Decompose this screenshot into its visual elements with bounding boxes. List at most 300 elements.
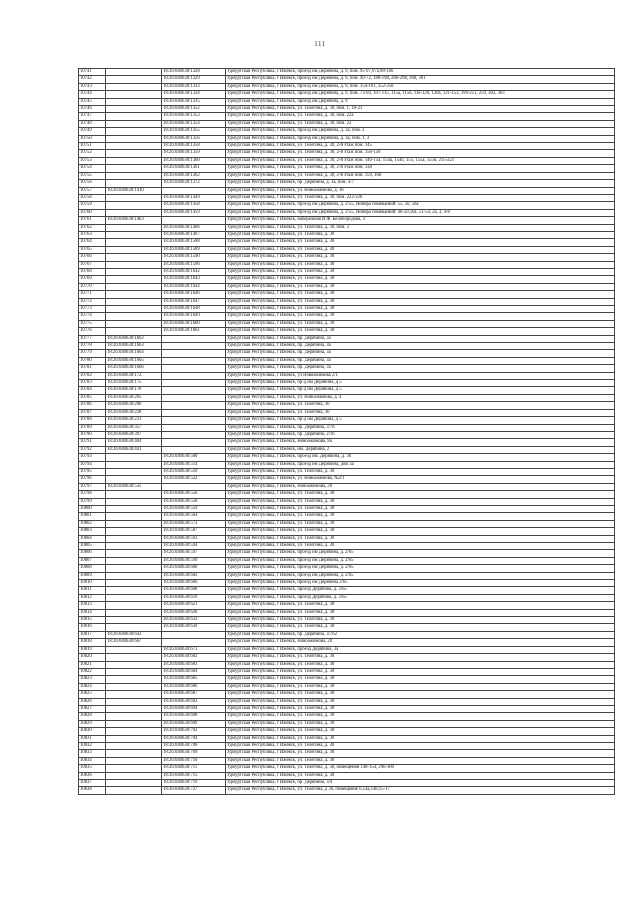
address-cell: Удмуртская Республика, г Ижевск, проезд Дерябина, д. 2/65 — [226, 587, 615, 594]
premises-number-cell: 18:26:040630:1353 — [162, 113, 226, 120]
address-cell: Удмуртская Республика, г Ижевск, ул. Телегина, д. 30 — [226, 543, 615, 550]
table-row — [79, 505, 615, 512]
cadastral-number-cell — [106, 654, 162, 661]
address-cell: Удмуртская Республика, г Ижевск, ул. Телегина, д. 30, пом. 1, 18-21 — [226, 106, 615, 113]
premises-number-cell: 18:26:040630:1661 — [162, 328, 226, 335]
table-row — [79, 202, 615, 209]
cadastral-number-cell — [106, 194, 162, 201]
address-cell: Удмуртская Республика, г Ижевск, ул. Телегина, д. 30 — [226, 468, 615, 475]
premises-number-cell: 18:26:040630:715 — [162, 772, 226, 779]
table-row — [79, 365, 615, 372]
cadastral-number-cell — [106, 76, 162, 83]
premises-number-cell: 18:26:040630:1328 — [162, 69, 226, 76]
row-number-cell: 10823 — [79, 676, 106, 683]
address-cell: Удмуртская Республика, г Ижевск, ул. Телегина, д. 30 — [226, 661, 615, 668]
premises-number-cell — [162, 394, 226, 401]
address-cell: Удмуртская Республика, г Ижевск, ул. Телегина, д. 30 — [226, 261, 615, 268]
address-cell: Удмуртская Республика, г Ижевск, проезд им. Дерябина, д. 3б — [226, 454, 615, 461]
premises-number-cell: 18:26:040630:1467 — [162, 231, 226, 238]
table-row — [79, 439, 615, 446]
address-cell: Удмуртская Республика, г Ижевск, ул. Телегина, д. 30 — [226, 698, 615, 705]
cadastral-number-cell — [106, 246, 162, 253]
table-row — [79, 513, 615, 520]
cadastral-number-cell — [106, 172, 162, 179]
row-number-cell: 10760 — [79, 209, 106, 216]
table-row — [79, 387, 615, 394]
premises-number-cell: 18:26:040630:1642 — [162, 268, 226, 275]
premises-number-cell: 18:26:040630:1643 — [162, 276, 226, 283]
address-cell: Удмуртская Республика, г Ижевск, ул. Телегина, д. 30, пом. 222-226 — [226, 194, 615, 201]
row-number-cell: 10777 — [79, 335, 106, 342]
row-number-cell: 10821 — [79, 661, 106, 668]
table-row — [79, 468, 615, 475]
row-number-cell: 10787 — [79, 409, 106, 416]
row-number-cell: 10832 — [79, 742, 106, 749]
table-row — [79, 580, 615, 587]
cadastral-number-cell — [106, 254, 162, 261]
cadastral-number-cell — [106, 150, 162, 157]
premises-number-cell: 18:26:040630:699 — [162, 720, 226, 727]
premises-number-cell — [162, 335, 226, 342]
row-number-cell: 10789 — [79, 424, 106, 431]
cadastral-number-cell — [106, 676, 162, 683]
premises-number-cell: 18:26:040630:683 — [162, 661, 226, 668]
premises-number-cell: 18:26:040630:558 — [162, 498, 226, 505]
cadastral-number-cell: 18:26:040630:172 — [106, 372, 162, 379]
table-row — [79, 594, 615, 601]
premises-number-cell: 18:26:040630:727 — [162, 787, 226, 794]
premises-number-cell: 18:26:040630:1648 — [162, 306, 226, 313]
premises-number-cell: 18:26:040630:1359 — [162, 150, 226, 157]
row-number-cell: 10830 — [79, 728, 106, 735]
address-cell: Удмуртская Республика, г Ижевск, ул. Телегина, д. 30 — [226, 676, 615, 683]
premises-number-cell — [162, 446, 226, 453]
row-number-cell: 10819 — [79, 646, 106, 653]
premises-number-cell: 18:26:040630:1356 — [162, 135, 226, 142]
table-row — [79, 661, 615, 668]
address-cell: Удмуртская Республика, г Ижевск, проезд им Дерябина, д. 3а, пом. 2 — [226, 128, 615, 135]
address-cell: Удмуртская Республика, г Ижевск, ул. Телегина, д. 30 — [226, 254, 615, 261]
address-cell: Удмуртская Республика, г Ижевск, ул. Телегина, д. 30 — [226, 528, 615, 535]
table-row — [79, 120, 615, 127]
address-cell: Удмуртская Республика, г Ижевск, проезд им Дерябина, д. 2/65 — [226, 557, 615, 564]
cadastral-number-cell — [106, 491, 162, 498]
address-cell: Удмуртская Республика, г Ижевск, ул. Телегина, д. 30 — [226, 772, 615, 779]
address-cell: Удмуртская Республика, г Ижевск, ул. Телегина, д. 30 — [226, 742, 615, 749]
premises-number-cell — [162, 631, 226, 638]
row-number-cell: 10797 — [79, 483, 106, 490]
address-cell: Удмуртская Республика, г Ижевск, проезд Дерябина, 3а — [226, 646, 615, 653]
premises-number-cell: 18:26:040630:619 — [162, 594, 226, 601]
address-cell: Удмуртская Республика, г Ижевск, ул. Телегина, д. 30 — [226, 750, 615, 757]
cadastral-number-cell — [106, 661, 162, 668]
cadastral-number-cell: 18:26:040630:643 — [106, 631, 162, 638]
address-cell: Удмуртская Республика, г Ижевск, ул. Телегина, д. 30 — [226, 298, 615, 305]
address-cell: Удмуртская Республика, г Ижевск, ул. Телегина, д. 30 — [226, 491, 615, 498]
table-row — [79, 498, 615, 505]
table-row — [79, 476, 615, 483]
table-row — [79, 668, 615, 675]
cadastral-number-cell — [106, 320, 162, 327]
address-cell: Удмуртская Республика, г Ижевск, ул. Телегина, д. 30 — [226, 602, 615, 609]
row-number-cell: 10834 — [79, 757, 106, 764]
table-row — [79, 113, 615, 120]
table-row — [79, 624, 615, 631]
row-number-cell: 10793 — [79, 454, 106, 461]
table-row — [79, 394, 615, 401]
premises-number-cell: 18:26:040630:1361 — [162, 165, 226, 172]
address-cell: Удмуртская Республика, г Ижевск, проезд им Дерябина, д. 9, пом. 95-97,97а,98-106 — [226, 69, 615, 76]
cadastral-number-cell — [106, 298, 162, 305]
premises-number-cell: 18:26:040630:1354 — [162, 120, 226, 127]
address-cell: Удмуртская Республика, г Ижевск, ул. Телегина, д. 30 — [226, 683, 615, 690]
address-cell: Удмуртская Республика, г Ижевск, ул. Новоажимова, д. 4 — [226, 394, 615, 401]
address-cell: Удмуртская Республика, г Ижевск, ул. Телегина, д. 30, пом. 3 — [226, 224, 615, 231]
row-number-cell: 10831 — [79, 735, 106, 742]
premises-number-cell: 18:26:040630:709 — [162, 750, 226, 757]
table-row — [79, 217, 615, 224]
premises-number-cell: 18:26:040630:1449 — [162, 194, 226, 201]
premises-number-cell — [162, 187, 226, 194]
address-cell: Удмуртская Республика, г Ижевск, проезд им Дерябина, дом 3а — [226, 461, 615, 468]
row-number-cell: 10799 — [79, 498, 106, 505]
row-number-cell: 10764 — [79, 239, 106, 246]
premises-number-cell — [162, 483, 226, 490]
table-row — [79, 639, 615, 646]
address-cell: Удмуртская Республика, г Ижевск, пр-д им Дерябина, д 5 — [226, 417, 615, 424]
row-number-cell: 10747 — [79, 113, 106, 120]
address-cell: Удмуртская Республика, г Ижевск, проезд им Дерябина, д. 2/65 — [226, 572, 615, 579]
cadastral-number-cell — [106, 202, 162, 209]
table-row — [79, 320, 615, 327]
address-cell: Удмуртская Республика, г Ижевск, пр-д им Дерябина, д 5 — [226, 387, 615, 394]
row-number-cell: 10809 — [79, 572, 106, 579]
cadastral-number-cell — [106, 587, 162, 594]
address-cell: Удмуртская Республика, г Ижевск, ул. Телегина, д 30, помещение 6,14а,148,15-17 — [226, 787, 615, 794]
row-number-cell: 10768 — [79, 268, 106, 275]
cadastral-number-cell — [106, 165, 162, 172]
address-cell: Удмуртская Республика, г Ижевск, ул. Телегина, д. 30 — [226, 513, 615, 520]
address-cell: Удмуртская Республика, г Ижевск, проезд им Дерябина, д. 9 — [226, 98, 615, 105]
row-number-cell: 10807 — [79, 557, 106, 564]
address-cell: Удмуртская Республика, г Ижевск, проезд им Дерябина, д. 9, пом. 49-72, 188-198, 286-298, 300, 301 — [226, 76, 615, 83]
table-row — [79, 557, 615, 564]
address-cell: Удмуртская Республика, г Ижевск, проезд им Дерябина, д. 3а, пом. 1, 3 — [226, 135, 615, 142]
cadastral-number-cell — [106, 91, 162, 98]
address-cell: Удмуртская Республика, г Ижевск, ул. Телегина, д. 30 — [226, 668, 615, 675]
cadastral-number-cell — [106, 291, 162, 298]
table-row — [79, 520, 615, 527]
table-row — [79, 91, 615, 98]
cadastral-number-cell — [106, 69, 162, 76]
table-row — [79, 646, 615, 653]
row-number-cell: 10746 — [79, 106, 106, 113]
cadastral-number-cell — [106, 461, 162, 468]
row-number-cell: 10798 — [79, 491, 106, 498]
table-row — [79, 83, 615, 90]
premises-number-cell: 18:26:040630:1352 — [162, 106, 226, 113]
table-row — [79, 224, 615, 231]
cadastral-number-cell — [106, 705, 162, 712]
row-number-cell: 10792 — [79, 446, 106, 453]
row-number-cell: 10744 — [79, 91, 106, 98]
cadastral-number-cell — [106, 742, 162, 749]
cadastral-number-cell: 18:26:040630:535 — [106, 483, 162, 490]
table-row — [79, 780, 615, 787]
row-number-cell: 10810 — [79, 580, 106, 587]
cadastral-number-cell: 18:26:040630:667 — [106, 639, 162, 646]
table-row — [79, 231, 615, 238]
row-number-cell: 10796 — [79, 476, 106, 483]
row-number-cell: 10822 — [79, 668, 106, 675]
table-row — [79, 209, 615, 216]
table-row — [79, 194, 615, 201]
row-number-cell: 10804 — [79, 535, 106, 542]
table-row — [79, 535, 615, 542]
address-cell: Удмуртская Республика, г Ижевск, ул. Телегина, д. 30 — [226, 246, 615, 253]
table-row — [79, 742, 615, 749]
address-cell: Удмуртская Республика, г Ижевск, ул. Телегина, д. 30 — [226, 505, 615, 512]
row-number-cell: 10781 — [79, 365, 106, 372]
table-row — [79, 283, 615, 290]
row-number-cell: 10763 — [79, 231, 106, 238]
premises-number-cell: 18:26:040630:687 — [162, 691, 226, 698]
cadastral-number-cell — [106, 528, 162, 535]
cadastral-number-cell — [106, 106, 162, 113]
premises-number-cell: 18:26:040630:587 — [162, 528, 226, 535]
premises-number-cell — [162, 350, 226, 357]
row-number-cell: 10776 — [79, 328, 106, 335]
row-number-cell: 10761 — [79, 217, 106, 224]
premises-number-cell: 18:26:040630:685 — [162, 676, 226, 683]
address-cell: Удмуртская Республика, г Ижевск, ул. Телегина, д. 30, помещения 148-154, 296-300 — [226, 765, 615, 772]
premises-number-cell: 18:26:040630:606 — [162, 580, 226, 587]
row-number-cell: 10742 — [79, 76, 106, 83]
premises-number-cell: 18:26:040630:556 — [162, 491, 226, 498]
premises-number-cell: 18:26:040630:704 — [162, 735, 226, 742]
table-row — [79, 246, 615, 253]
premises-number-cell: 18:26:040630:621 — [162, 602, 226, 609]
table-row — [79, 402, 615, 409]
table-row — [79, 128, 615, 135]
premises-number-cell: 18:26:040630:559 — [162, 505, 226, 512]
premises-number-cell: 18:26:040630:719 — [162, 780, 226, 787]
table-row — [79, 187, 615, 194]
table-row — [79, 691, 615, 698]
table-row — [79, 572, 615, 579]
table-row — [79, 631, 615, 638]
table-row — [79, 431, 615, 438]
premises-number-cell — [162, 357, 226, 364]
row-number-cell: 10795 — [79, 468, 106, 475]
premises-number-cell: 18:26:040630:694 — [162, 705, 226, 712]
premises-number-cell: 18:26:040630:684 — [162, 668, 226, 675]
table-row — [79, 335, 615, 342]
table-row — [79, 106, 615, 113]
table-row — [79, 676, 615, 683]
table-row — [79, 150, 615, 157]
row-number-cell: 10775 — [79, 320, 106, 327]
cadastral-number-cell — [106, 283, 162, 290]
premises-number-cell: 18:26:040630:711 — [162, 765, 226, 772]
row-number-cell: 10770 — [79, 283, 106, 290]
row-number-cell: 10786 — [79, 402, 106, 409]
table-row — [79, 328, 615, 335]
address-cell: Удмуртская Республика, г Ижевск, ул. Телегина, д. 30 — [226, 283, 615, 290]
premises-number-cell — [162, 372, 226, 379]
row-number-cell: 10784 — [79, 387, 106, 394]
premises-number-cell: 18:26:040630:1458 — [162, 202, 226, 209]
cadastral-number-cell — [106, 505, 162, 512]
table-row — [79, 261, 615, 268]
row-number-cell: 10836 — [79, 772, 106, 779]
table-row — [79, 772, 615, 779]
cadastral-number-cell — [106, 668, 162, 675]
table-row — [79, 765, 615, 772]
address-cell: Удмуртская Республика, г Ижевск, ул. Телегина, д. 30 — [226, 654, 615, 661]
row-number-cell: 10838 — [79, 787, 106, 794]
row-number-cell: 10815 — [79, 617, 106, 624]
address-cell: Удмуртская Республика, г Ижевск, пр. Дерябина, 3а — [226, 335, 615, 342]
row-number-cell: 10817 — [79, 631, 106, 638]
premises-number-cell: 18:26:040630:1466 — [162, 224, 226, 231]
address-cell: Удмуртская Республика, г Ижевск, ул. Телегина, д. 30 — [226, 728, 615, 735]
row-number-cell: 10826 — [79, 698, 106, 705]
table-row — [79, 239, 615, 246]
cadastral-number-cell — [106, 113, 162, 120]
row-number-cell: 10794 — [79, 461, 106, 468]
premises-number-cell — [162, 387, 226, 394]
address-cell: Удмуртская Республика, г Ижевск, ул. Телегина, д. 30, 2-й этаж пом. 138 — [226, 165, 615, 172]
premises-number-cell: 18:26:040630:594 — [162, 543, 226, 550]
cadastral-number-cell — [106, 772, 162, 779]
row-number-cell: 10835 — [79, 765, 106, 772]
premises-number-cell: 18:26:040630:633 — [162, 617, 226, 624]
cadastral-number-cell: 18:26:040630:1666 — [106, 365, 162, 372]
row-number-cell: 10824 — [79, 683, 106, 690]
premises-number-cell — [162, 343, 226, 350]
address-cell: Удмуртская Республика, г Ижевск, ул. Телегина, д. 30 — [226, 268, 615, 275]
premises-number-cell — [162, 217, 226, 224]
table-row — [79, 757, 615, 764]
row-number-cell: 10813 — [79, 602, 106, 609]
cadastral-number-cell: 18:26:040630:404 — [106, 439, 162, 446]
premises-number-cell — [162, 417, 226, 424]
address-cell: Удмуртская Республика, г Ижевск, проезд им Дерябина, д. 2/65 — [226, 550, 615, 557]
premises-number-cell: 18:26:040630:1660 — [162, 320, 226, 327]
cadastral-number-cell — [106, 520, 162, 527]
address-cell: Удмуртская Республика, г Ижевск, ул. Телегина, д. 30 — [226, 328, 615, 335]
row-number-cell: 10751 — [79, 143, 106, 150]
premises-number-cell: 18:26:040630:1360 — [162, 157, 226, 164]
premises-number-cell: 18:26:040630:573 — [162, 520, 226, 527]
address-cell: Удмуртская Республика, г Ижевск, пр. Дерябина, 2/16 — [226, 431, 615, 438]
address-cell: Удмуртская Республика, г Ижевск, ул. Телегина, д. 30, пом. 22 — [226, 120, 615, 127]
address-cell: Удмуртская Республика, г Ижевск, ул. Новоажимова, №2/1 — [226, 476, 615, 483]
row-number-cell: 10774 — [79, 313, 106, 320]
table-row — [79, 654, 615, 661]
table-row — [79, 609, 615, 616]
cadastral-number-cell — [106, 580, 162, 587]
row-number-cell: 10778 — [79, 343, 106, 350]
cadastral-number-cell — [106, 572, 162, 579]
address-cell: Удмуртская Республика, г Ижевск, ул. Телегина, д. 30, пом. 22а — [226, 113, 615, 120]
registry-table-body — [79, 69, 615, 795]
table-row — [79, 165, 615, 172]
cadastral-number-cell — [106, 313, 162, 320]
premises-number-cell: 18:26:040630:597 — [162, 550, 226, 557]
address-cell: Удмуртская Республика, г Ижевск, ул. Телегина, д. 30 — [226, 498, 615, 505]
cadastral-number-cell — [106, 306, 162, 313]
premises-number-cell: 18:26:040630:673 — [162, 646, 226, 653]
address-cell: Удмуртская Республика, г Ижевск, проезд им Дерябина, д. 9, пом. 154-161, 252-258 — [226, 83, 615, 90]
address-cell: Удмуртская Республика, г Ижевск, пр. Дерябина, 3/7б2 — [226, 631, 615, 638]
cadastral-number-cell: 18:26:040630:1463 — [106, 217, 162, 224]
cadastral-number-cell: 18:26:040630:441 — [106, 446, 162, 453]
premises-number-cell: 18:26:040630:710 — [162, 757, 226, 764]
row-number-cell: 10767 — [79, 261, 106, 268]
premises-number-cell: 18:26:040630:682 — [162, 654, 226, 661]
row-number-cell: 10772 — [79, 298, 106, 305]
table-row — [79, 483, 615, 490]
row-number-cell: 10752 — [79, 150, 106, 157]
premises-number-cell — [162, 402, 226, 409]
cadastral-number-cell — [106, 557, 162, 564]
cadastral-number-cell — [106, 231, 162, 238]
cadastral-number-cell — [106, 550, 162, 557]
premises-number-cell — [162, 409, 226, 416]
row-number-cell: 10743 — [79, 83, 106, 90]
premises-number-cell: 18:26:040630:593 — [162, 535, 226, 542]
address-cell: Удмуртская Республика, г Ижевск, ул. Телегина, д. 30 — [226, 735, 615, 742]
address-cell: Удмуртская Республика, г Ижевск, пр. Дерябина, 3/4 — [226, 780, 615, 787]
cadastral-number-cell: 18:26:040630:1665 — [106, 357, 162, 364]
premises-number-cell: 18:26:040630:702 — [162, 728, 226, 735]
row-number-cell: 10756 — [79, 180, 106, 187]
row-number-cell: 10818 — [79, 639, 106, 646]
address-cell: Удмуртская Республика, г Ижевск, Новоажимова, 8а — [226, 439, 615, 446]
cadastral-number-cell: 18:26:040630:206 — [106, 402, 162, 409]
premises-number-cell: 18:26:040630:1589 — [162, 246, 226, 253]
table-row — [79, 461, 615, 468]
cadastral-number-cell — [106, 224, 162, 231]
premises-number-cell: 18:26:040630:500 — [162, 454, 226, 461]
row-number-cell: 10780 — [79, 357, 106, 364]
premises-number-cell: 18:26:040630:1334 — [162, 91, 226, 98]
premises-number-cell: 18:26:040630:1647 — [162, 298, 226, 305]
premises-number-cell: 18:26:040630:514 — [162, 461, 226, 468]
row-number-cell: 10749 — [79, 128, 106, 135]
address-cell: Удмуртская Республика, г Ижевск, ул. Телегина, 30 — [226, 402, 615, 409]
page-number: 111 — [314, 40, 326, 48]
cadastral-number-cell — [106, 261, 162, 268]
row-number-cell: 10785 — [79, 394, 106, 401]
row-number-cell: 10825 — [79, 691, 106, 698]
cadastral-number-cell — [106, 209, 162, 216]
address-cell: Удмуртская Республика, г Ижевск, набережная И.Ф. Белобородова, 3 — [226, 217, 615, 224]
cadastral-number-cell: 18:26:040630:1664 — [106, 350, 162, 357]
address-cell: Удмуртская Республика, г Ижевск, ул. Телегина, д. 30 — [226, 713, 615, 720]
address-cell: Удмуртская Республика, г Ижевск, ул. Телегина, д. 30 — [226, 239, 615, 246]
address-cell: Удмуртская Республика, г Ижевск, ул. Телегина, д. 30 — [226, 306, 615, 313]
cadastral-number-cell — [106, 728, 162, 735]
address-cell: Удмуртская Республика, г Ижевск, ул. Телегина, д. 30 — [226, 757, 615, 764]
row-number-cell: 10769 — [79, 276, 106, 283]
cadastral-number-cell — [106, 535, 162, 542]
cadastral-number-cell — [106, 157, 162, 164]
table-row — [79, 254, 615, 261]
row-number-cell: 10828 — [79, 713, 106, 720]
